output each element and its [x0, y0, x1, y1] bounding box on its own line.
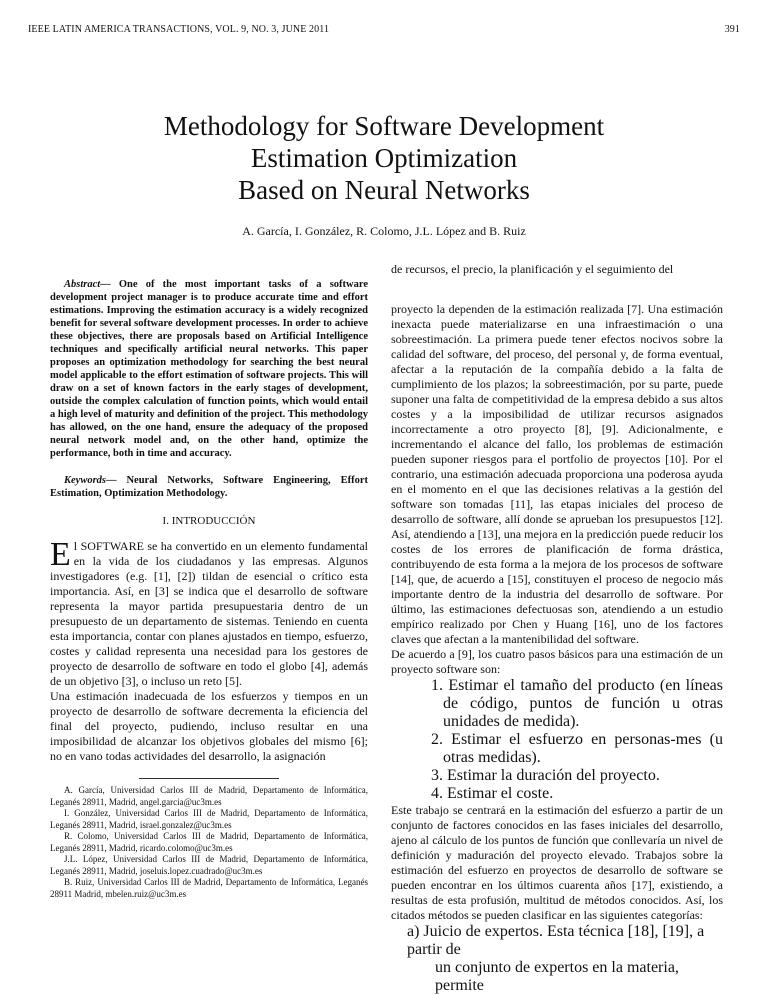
body-paragraph-2: De acuerdo a [9], los cuatro pasos básicos para una estimación de un proyecto software son: — [391, 647, 723, 676]
list-item: 1. Estimar el tamaño del producto (en líneas de código, puntos de función u otras unidades de medida). — [431, 677, 723, 730]
method-item-a — [407, 923, 723, 995]
body-paragraph-1: proyecto la dependen de la estimación realizada [7]. Una estimación inexacta puede materializarse en una infraestimación o una sobreestimación. La primera puede tener efectos nocivos sobre la calidad del software, del proceso, del personal y, de forma eventual, afectar a la reputación de la compañía debido a la falta de cumplimiento de los plazos; la sobreestimación, por su parte, puede suponer una falta de competitividad de la empresa debido a sus altos costes y a la imposibilidad de utilizar recursos asignados incorrectamente a otro proyecto [8], [9]. Adicionalmente, e incrementando el alcance del fallo, los problemas de estimación pueden suponer riesgos para el portfolio de proyectos [10]. Por el contrario, una estimación adecuada proporciona una poderosa ayuda en el momento en el que las decisiones relativas a la gestión del software son tomadas [11], las etapas iniciales del proceso de desarrollo de software, allí donde se aprueban los presupuestos [12]. Así, atendiendo a [13], una mejora en la predicción puede reducir los costes de los errores de planificación de forma drástica, contribuyendo de esta forma a la mejora de los procesos de software [14], que, de acuerdo a [15], constituyen el proceso de negocio más importante dentro de la industria del desarrollo de software. Por último, las estimaciones defectuosas son, atendiendo a un estudio empírico realizado por Chen y Huang [16], uno de los factores claves que afectan a la mantenibilidad del software. — [391, 302, 723, 646]
journal-name: IEEE LATIN AMERICA TRANSACTIONS, VOL. 9, NO. 3, JUNE 2011 — [28, 24, 330, 35]
keywords — [50, 474, 368, 500]
right-column-top-line: de recursos, el precio, la planificación y el seguimiento del — [391, 262, 674, 276]
intro-paragraph-1 — [50, 536, 368, 689]
footnote-rule — [139, 778, 279, 779]
footnote-lopez: J.L. López, Universidad Carlos III de Madrid, Departamento de Informática, Leganés 28911, Madrid, joseluis.lopez.cuadrado@uc3m.es — [50, 854, 368, 876]
keywords-text: — Neural Networks, Software Engineering, Effort Estimation, Optimization Methodology. — [50, 475, 368, 499]
author-list: A. García, I. González, R. Colomo, J.L. López and B. Ruiz — [242, 224, 526, 238]
abstract-label: Abstract — [64, 279, 101, 290]
left-column — [50, 278, 368, 900]
body-paragraph-3: Este trabajo se centrará en la estimación del esfuerzo a partir de un conjunto de factores conocidos en las fases iniciales del desarrollo, ajeno al cálculo de los puntos de función que conllevaría un nivel de definición y maduración del proyecto elevado. Trabajos sobre la estimación del esfuerzo en proyectos de desarrollo de software se pueden encontrar en los últimos cuarenta años [17], existiendo, a resultas de esta profusión, multitud de métodos conocidos. Así, los citados métodos se pueden clasificar en las siguientes categorías: — [391, 803, 723, 922]
method-item-a-text: a) Juicio de expertos. Esta técnica [18], [19], a partir de — [407, 923, 705, 958]
section-heading-introduccion: I. INTRODUCCIÓN — [162, 515, 256, 527]
title-line-2: Estimation Optimization — [250, 143, 518, 173]
intro-paragraph-2: Una estimación inadecuada de los esfuerzos y tiempos en un proyecto de desarrollo de software decrementa la eficiencia del final del proyecto, pudiendo, incluso resultar en una imposibilidad de alcanzar los objetivos globales del mismo [6]; no en vano todas actividades del desarrollo, la asignación — [50, 689, 368, 763]
running-header — [28, 24, 740, 35]
title-line-3: Based on Neural Networks — [238, 175, 530, 205]
method-item-a-continuation: un conjunto de expertos en la materia, permite — [435, 959, 679, 994]
paper-title — [0, 110, 768, 206]
footnote-ruiz: B. Ruiz, Universidad Carlos III de Madrid, Departamento de Informática, Leganés 28911 Madrid, mbelen.ruiz@uc3m.es — [50, 877, 368, 899]
intro-paragraph-1-text: l SOFTWARE se ha convertido en un elemento fundamental en la vida de los ciudadanos y las empresas. Algunos investigadores (e.g. [1], [2]) tildan de esencial o crítico esta importancia. Así, en [3] se indica que el desarrollo de software representa la mayor partida presupuestaria dentro de un presupuesto de un departamento de sistemas. Teniendo en cuenta esta importancia, contar con planes ajustados en tiempo, esfuerzo, costes y calidad representa una necesidad para los gestores de proyecto de desarrollo de software en todo el globo [4], además de un objetivo [3], o incluso un reto [5]. — [50, 539, 368, 688]
page-number: 391 — [724, 24, 740, 35]
abstract — [50, 278, 368, 460]
footnote-colomo: R. Colomo, Universidad Carlos III de Madrid, Departamento de Informática, Leganés 28911, Madrid, ricardo.colomo@uc3m.es — [50, 831, 368, 853]
list-item: 4. Estimar el coste. — [431, 785, 554, 802]
list-item: 2. Estimar el esfuerzo en personas-mes (u otras medidas). — [431, 731, 723, 766]
estimation-steps-list — [391, 677, 723, 803]
abstract-text: — One of the most important tasks of a software development project manager is to produce accurate time and effort estimations. Improving the estimation accuracy is a widely recognized benefit for several software development processes. In order to achieve these objectives, there are proposals based on Artificial Intelligence techniques and specifically artificial neural networks. This paper proposes an optimization methodology for searching the best neural model applicable to the effort estimation of software projects. This will draw on a set of known factors in the early stages of development, outside the complex calculation of function points, which would entail a high level of maturity and definition of the project. This methodology has allowed, on the one hand, ensure the adequacy of the proposed neural network model and, on the other hand, optimize the performance, both in time and accuracy. — [50, 279, 368, 459]
list-item: 3. Estimar la duración del proyecto. — [431, 767, 660, 784]
footnote-gonzalez: I. González, Universidad Carlos III de Madrid, Departamento de Informática, Leganés 28911, Madrid, israel.gonzalez@uc3m.es — [50, 808, 368, 830]
drop-cap: E — [50, 536, 71, 573]
footnote-garcia: A. García, Universidad Carlos III de Madrid, Departamento de Informática, Leganés 28911, Madrid, angel.garcia@uc3m.es — [50, 785, 368, 807]
author-footnotes — [50, 778, 368, 900]
keywords-label: Keywords — [64, 475, 106, 486]
right-column — [391, 302, 723, 995]
title-line-1: Methodology for Software Development — [163, 111, 605, 141]
